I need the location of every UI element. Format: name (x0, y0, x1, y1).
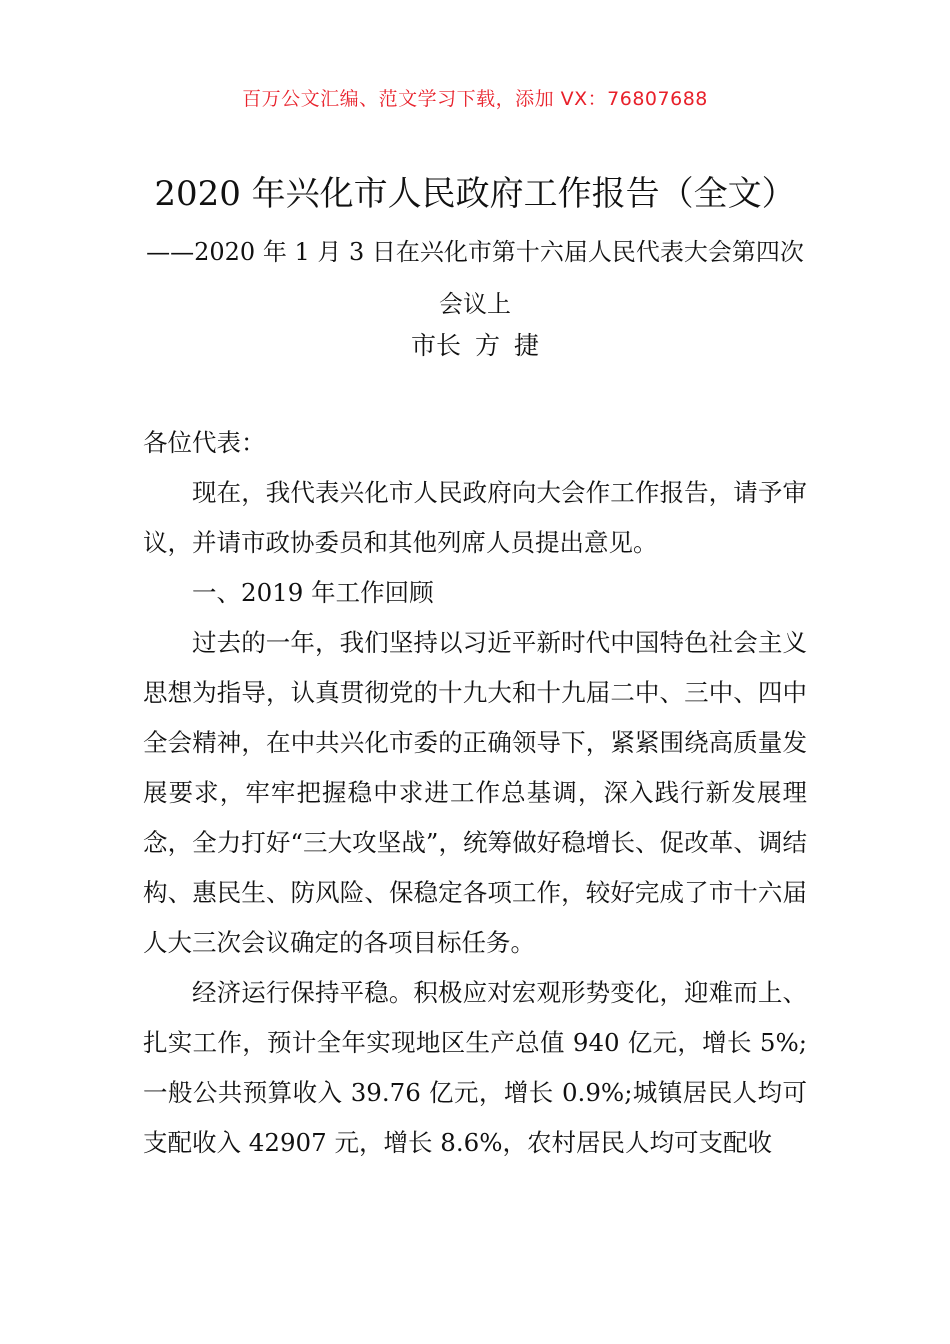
document-author: 市长 方 捷 (411, 331, 539, 360)
salutation: 各位代表： (143, 428, 266, 457)
paragraph-economy: 经济运行保持平稳。积极应对宏观形势变化，迎难而上、扎实工作，预计全年实现地区生产总值 940 亿元，增长 5%;一般公共预算收入 39.76 亿元，增长 0.9%;城镇居民人均可支配收入 42907 元，增长 8.6%，农村居民人均可支配收 (143, 978, 807, 1157)
document-title: 2020 年兴化市人民政府工作报告（全文） (154, 174, 796, 214)
section-heading: 一、2019 年工作回顾 (192, 578, 434, 607)
document-subtitle: ——2020 年 1 月 3 日在兴化市第十六届人民代表大会第四次会议上 (146, 238, 804, 318)
promo-banner: 百万公文汇编、范文学习下载，添加 VX：76807688 (242, 88, 708, 110)
paragraph-review: 过去的一年，我们坚持以习近平新时代中国特色社会主义思想为指导，认真贯彻党的十九大和十九届二中、三中、四中全会精神，在中共兴化市委的正确领导下，紧紧围绕高质量发展要求，牢牢把握稳中求进工作总基调，深入践行新发展理念，全力打好“三大攻坚战”，统筹做好稳增长、促改革、调结构、惠民生、防风险、保稳定各项工作，较好完成了市十六届人大三次会议确定的各项目标任务。 (143, 628, 807, 957)
document-body (143, 418, 807, 1168)
paragraph-intro: 现在，我代表兴化市人民政府向大会作工作报告，请予审议，并请市政协委员和其他列席人员提出意见。 (143, 478, 807, 557)
